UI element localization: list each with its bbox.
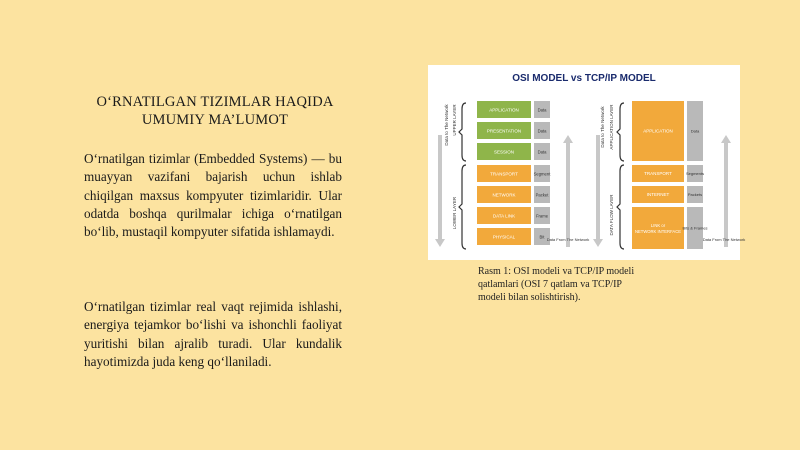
osi-unit-label: Segment [533, 171, 551, 177]
tcp-unit-label: Data [690, 128, 700, 134]
tcp-side-label-top: Data to The Network [600, 106, 605, 148]
tcp-layer-name: LINK or [650, 223, 666, 228]
osi-layer-name: DATA LINK [492, 213, 516, 219]
osi-upper-bracket [459, 103, 466, 161]
tcp-layer-name: TRANSPORT [644, 171, 672, 176]
tcp-layer-name-cont: NETWORK INTERFACE [634, 229, 682, 234]
osi-unit-label: Frame [535, 213, 549, 219]
osi-unit-label: Data [537, 149, 547, 155]
paragraph-definition: O‘rnatilgan tizimlar (Embedded Systems) — bu muayyan vazifani bajarish uchun ishlab chiqilgan maxsus kompyuter tizimlaridir. Ular odatda boshqa qurilmalar ichiga o‘rnatilgan bo‘lib, mustaqil kompyuter sifatida ishlamaydi. [84, 151, 342, 240]
osi-layer-name: SESSION [493, 149, 515, 155]
osi-layer-name: NETWORK [492, 192, 516, 198]
tcp-lower-bracket [617, 165, 624, 249]
osi-unit-label: Packet [535, 192, 549, 198]
figure-title: OSI MODEL vs TCP/IP MODEL [512, 73, 656, 84]
paragraph-features: O‘rnatilgan tizimlar real vaqt rejimida ishlashi, energiya tejamkor bo‘lishi va ishonchli faoliyat yuritishi bilan ajralib turadi. Ular kundalik hayotimizda juda keng qo‘llaniladi. [84, 299, 342, 369]
osi-vs-tcpip-figure [428, 65, 746, 260]
osi-side-label-top: Data to The Network [444, 104, 449, 146]
osi-layer-name: TRANSPORT [490, 171, 518, 177]
tcp-upper-bracket [617, 103, 624, 161]
slide-title: O‘RNATILGAN TIZIMLAR HAQIDA UMUMIY MA’LUMOT [96, 94, 334, 128]
tcp-unit-label: Segments [685, 171, 705, 176]
osi-unit-label: Data [537, 128, 547, 134]
osi-layer-name: APPLICATION [489, 107, 519, 113]
osi-upper-label: UPPER LAYER [452, 104, 457, 136]
tcp-unit-label: Packets [687, 192, 703, 197]
osi-unit-label: Data [537, 107, 547, 113]
tcp-layer-box [632, 207, 684, 249]
osi-side-label-bottom: Data From The Network [546, 237, 590, 242]
osi-down-arrow [435, 135, 445, 247]
osi-up-arrow [563, 135, 573, 247]
tcp-up-arrow [721, 135, 731, 247]
figure-caption: Rasm 1: OSI modeli va TCP/IP modeli qatlamlari (OSI 7 qatlam va TCP/IP modeli bilan solishtirish). [478, 266, 635, 303]
osi-layer-name: PHYSICAL [492, 234, 516, 240]
tcp-unit-label: Bits & Frames [682, 225, 708, 231]
osi-unit-label: Bit [539, 234, 545, 240]
tcp-lower-label: DATA FLOW LAYER [609, 194, 614, 236]
tcp-side-label-bottom: Data From The Network [702, 237, 746, 242]
tcp-down-arrow [593, 135, 603, 247]
tcp-upper-label: APPLICATION LAYER [609, 104, 614, 150]
osi-diagram [428, 65, 746, 260]
tcp-layer-name: INTERNET [646, 192, 670, 197]
osi-lower-label: LOWER LAYER [452, 196, 457, 230]
osi-layer-name: PRESENTATION [486, 128, 522, 134]
osi-lower-bracket [459, 165, 466, 249]
tcp-layer-name: APPLICATION [643, 128, 673, 134]
